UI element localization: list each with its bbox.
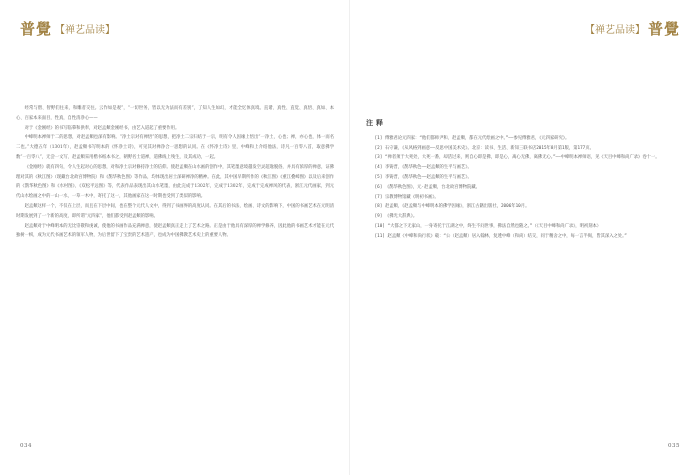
paragraph: 经常与僧、智野们往来，和雕者交往。云作如是观”，“一切世务，皆以无为法而有差别”，了知人生如幻，才能全忆体真境。直谐、真性、直觉、真悟、真如、本心、百家本来面目，性真，自性清净心—— — [16, 106, 334, 121]
paragraph: 对于《金刚经》的书写临摹和供奉，对赵孟頫金刚经书，由艺入道起了重要作用。 — [24, 125, 180, 131]
footnote: [6] 《鹊华秋色图》，元·赵孟頫，台北故宫博物院藏。 — [374, 184, 480, 190]
notes-section — [366, 118, 684, 242]
left-page-number: 034 — [20, 443, 32, 449]
footnote: [3] “禅者须于大死处，大死一番，却活过来，则自心即是佛，即是心，离心无佛，离佛无心。”——中峰明本禅师语，见《天目中峰和尚广录》卷十一。 — [374, 155, 660, 161]
paragraph: 《金刚经》就有四句，令人生起对心的思想，对和净土宗对修持净士的信仰。使赵孟頫在山水画的创作中，其笔墨意境越发空灵超逸脱俗，并具有浓厚的禅意，证佛理对其的《秋江图》（现藏台北故宫博物院）和《鹊华秋色图》等作品，均体现出居士深研禅净的精神。在此，其中国早期所作的《秋江图》《重江叠嶂图》以及后来创作的《鹊华秋色图》和《水村图》、《双松平远图》等，代表作品表现出其山水笔墨，由此完成于1302年，完成于1302年，完成于完成禅风的代表，浙江元代画家，到元代山水绘画之中的一山一水，一草一木中，寄托了这一，其他画家在这一时期也受到了类似的影响。 — [16, 164, 334, 200]
footnote: [4] 李铸晋，《鹊华秋色——赵孟頫的生平与画艺》。 — [374, 165, 472, 171]
left-header — [20, 18, 115, 39]
right-header — [585, 18, 680, 39]
right-page-number: 035 — [668, 443, 680, 449]
publication-logo: 普覺 — [20, 20, 53, 38]
paragraph: 赵孟頫对于中峰明本的无比崇敬和虔诚，使他的书画作品充满禅意，使赵孟頫真正走上了艺术之路。正是由于他具有深厚的禅学修养，因此他的书画艺术才能在元代独树一帜，成为元代书画艺术的领军人物，为后世留下了宝贵的艺术遗产，也成为中国佛教艺术史上的重要人物。 — [16, 223, 334, 239]
footnote: [10] “大都之下无家山，一身寄托于江湖之中，终生不问世事，佛法自然也随之。”（《天目中峰和尚广录》，明初刻本） — [374, 223, 602, 229]
paragraph: 中峰明本禅师于二的思想，对赵孟頫也深有影响。“净土宗对有禅悟”的思想，把净土二宗归结于一宗，明有令人因缘上悟出“一净土，心也；禅，亦心也，体一而名二也。”大德五年（1301年），赵孟頫书写明本的《怀净土诗》，可见其对禅净合一思想的认同。在《怀净土诗》里，中峰和上介绍他法，诗凡一百零八首，取意佛学数“一百零八”，无尝一文写、赵孟頫采用楷书纸本书之，朝野名士道禅，道佛线上残生，及其成功，一起。 — [16, 135, 334, 160]
left-body-text — [16, 104, 334, 241]
footnote: [2] 石守谦，《从风格到画意——反思中国美术史》。北京：读书、生活、新知三联书店2015年8月第1版，第177页。 — [374, 145, 594, 151]
section-tag: 【禅艺品读】 — [55, 25, 116, 36]
footnote: [5] 李铸晋，《鹊华秋色——赵孟頫的生平与画艺》。 — [374, 174, 472, 180]
publication-logo: 普覺 — [647, 20, 680, 38]
section-tag: 【禅艺品读】 — [584, 25, 645, 36]
paragraph: 赵孟頫这样一个，不仅在上层，而且在下层中间，也在整个元代人文中，得到了书画界的高度认同。在其后的书法、绘画、诗文的影响下，中国的书画艺术在元明清时期发展到了一个新的高度，即所谓“元四家”，他们都受到赵孟頫的影响。 — [16, 203, 334, 219]
footnote: [1] 傅雅君论元四家：“他们都师尹和、赵孟頫，都在元代绘画之中。”——参见傅雅君，《元四家研究》。 — [374, 135, 570, 141]
notes-title: 注释 — [366, 118, 386, 127]
right-page — [350, 0, 700, 475]
footnote: [11] 赵孟頫《中峰和尚行状》载：“公（赵孟頫）居入翰林，复透中峰（和尚）结交，同于精舍之中，每一言半偈，皆其深入之处。” — [374, 233, 627, 239]
footnote: [7] 宗教博物馆藏《明初书画》。 — [374, 194, 439, 200]
footnote: [9] 《佛光大辞典》。 — [374, 214, 418, 220]
footnote: [8] 赵孟頫，《赵孟頫与中峰明本的佛学因缘》，浙江古籍出版社，2006年10月。 — [374, 204, 530, 210]
